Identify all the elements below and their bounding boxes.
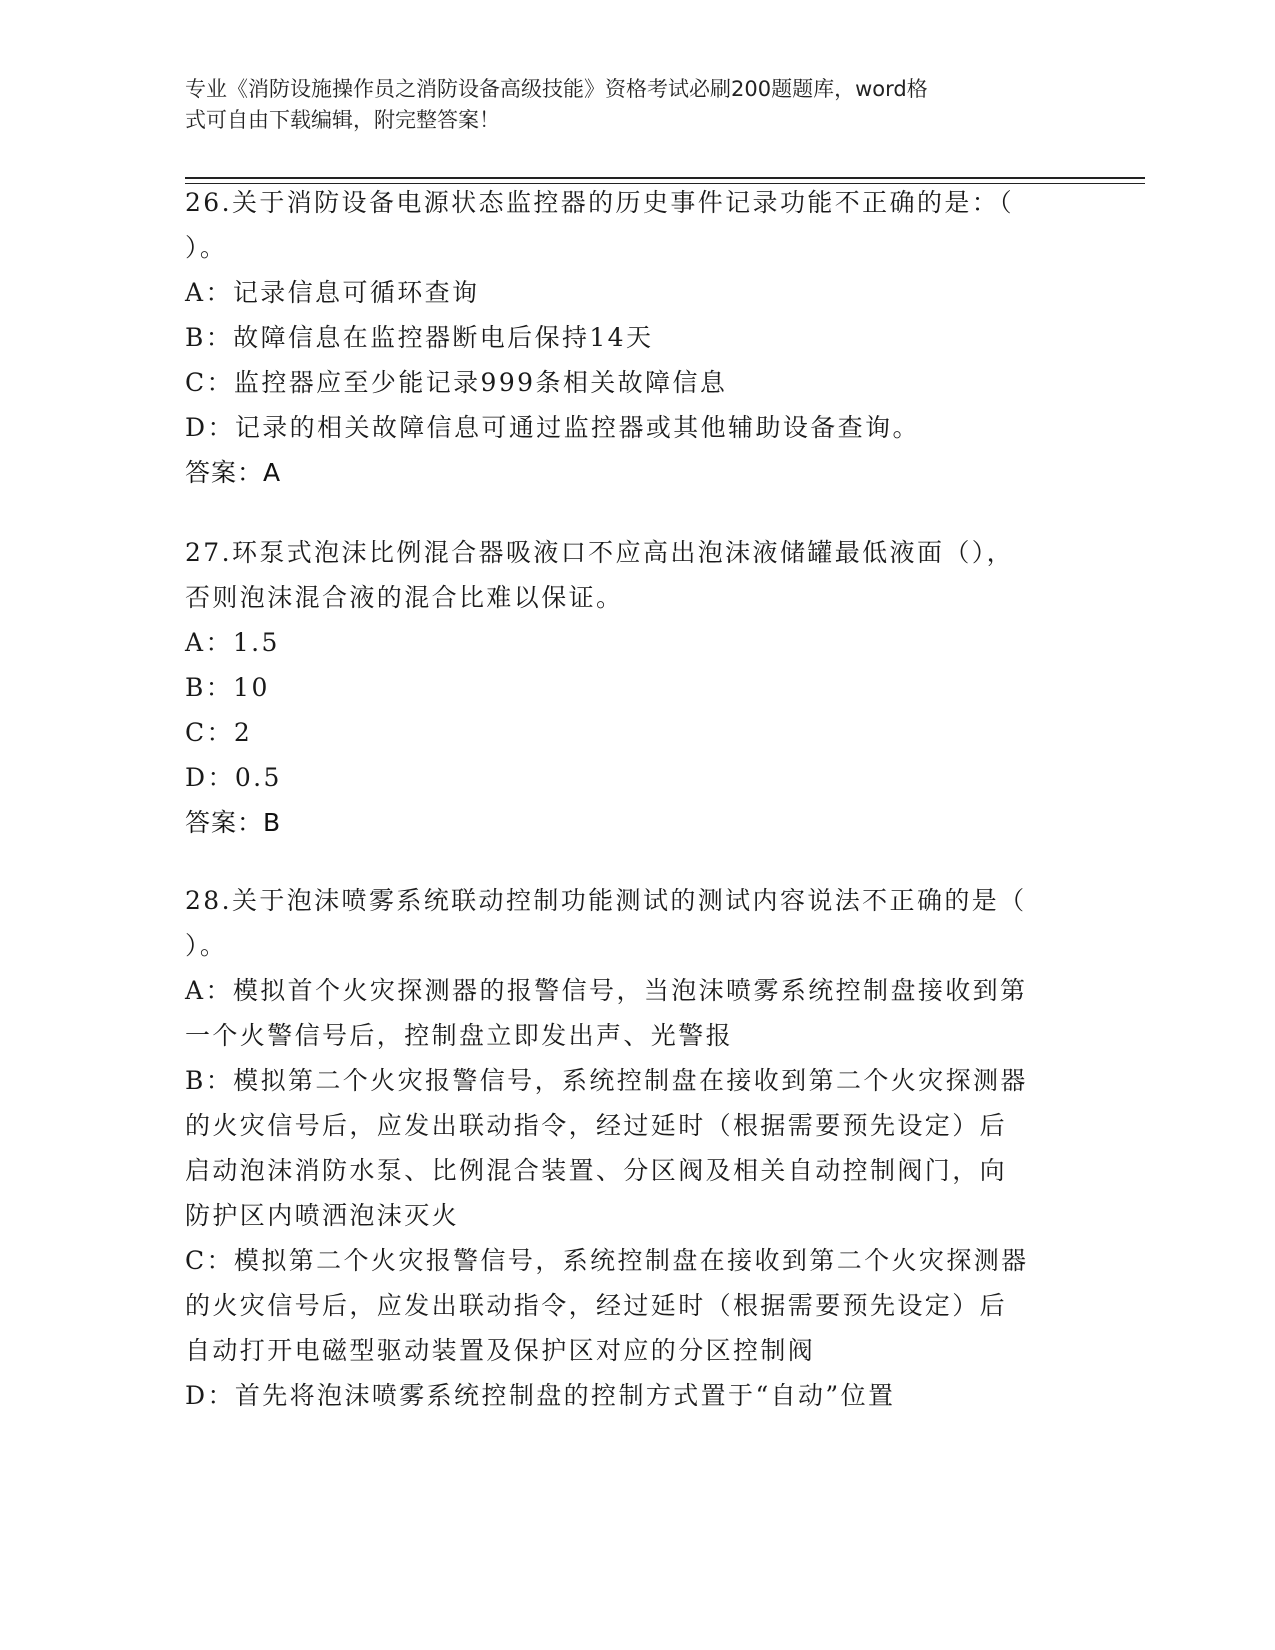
question-26 xyxy=(185,180,1065,495)
question-stem-line: 28.关于泡沫喷雾系统联动控制功能测试的测试内容说法不正确的是（ xyxy=(185,886,1027,915)
header-rule-thick xyxy=(185,177,1145,179)
question-28 xyxy=(185,878,1065,1418)
question-stem-line: ）。 xyxy=(185,233,228,262)
option-a: A：记录信息可循环查询 xyxy=(185,278,480,307)
header-line-2: 式可自由下载编辑，附完整答案！ xyxy=(185,108,500,132)
option-d: D：0.5 xyxy=(185,763,282,792)
answer: 答案：A xyxy=(185,458,282,487)
option-b-continued: 启动泡沫消防水泵、比例混合装置、分区阀及相关自动控制阀门，向 xyxy=(185,1156,1008,1185)
option-d: D：记录的相关故障信息可通过监控器或其他辅助设备查询。 xyxy=(185,413,920,442)
option-c-continued: 的火灾信号后，应发出联动指令，经过延时（根据需要预先设定）后 xyxy=(185,1291,1008,1320)
option-b-continued: 的火灾信号后，应发出联动指令，经过延时（根据需要预先设定）后 xyxy=(185,1111,1008,1140)
option-b: B：故障信息在监控器断电后保持14天 xyxy=(185,323,654,352)
question-stem-line: ）。 xyxy=(185,931,228,960)
answer: 答案：B xyxy=(185,808,282,837)
question-27 xyxy=(185,530,1065,845)
option-c: C：模拟第二个火灾报警信号，系统控制盘在接收到第二个火灾探测器 xyxy=(185,1246,1029,1275)
option-c: C：监控器应至少能记录999条相关故障信息 xyxy=(185,368,728,397)
header-line-1: 专业《消防设施操作员之消防设备高级技能》资格考试必刷200题题库，word格 xyxy=(185,77,928,101)
option-b: B：10 xyxy=(185,673,270,702)
document-header xyxy=(185,74,1065,136)
question-stem-line: 27.环泵式泡沫比例混合器吸液口不应高出泡沫液储罐最低液面（）， xyxy=(185,538,1015,567)
option-c-continued: 自动打开电磁型驱动装置及保护区对应的分区控制阀 xyxy=(185,1336,816,1365)
option-a: A：1.5 xyxy=(185,628,280,657)
option-c: C：2 xyxy=(185,718,253,747)
option-b-continued: 防护区内喷洒泡沫灭火 xyxy=(185,1201,460,1230)
option-b: B：模拟第二个火灾报警信号，系统控制盘在接收到第二个火灾探测器 xyxy=(185,1066,1028,1095)
option-d: D：首先将泡沫喷雾系统控制盘的控制方式置于“自动”位置 xyxy=(185,1381,896,1410)
option-a-continued: 一个火警信号后，控制盘立即发出声、光警报 xyxy=(185,1021,734,1050)
question-stem-line: 否则泡沫混合液的混合比难以保证。 xyxy=(185,583,624,612)
question-stem-line: 26.关于消防设备电源状态监控器的历史事件记录功能不正确的是：（ xyxy=(185,188,1015,217)
option-a: A：模拟首个火灾探测器的报警信号，当泡沫喷雾系统控制盘接收到第 xyxy=(185,976,1028,1005)
